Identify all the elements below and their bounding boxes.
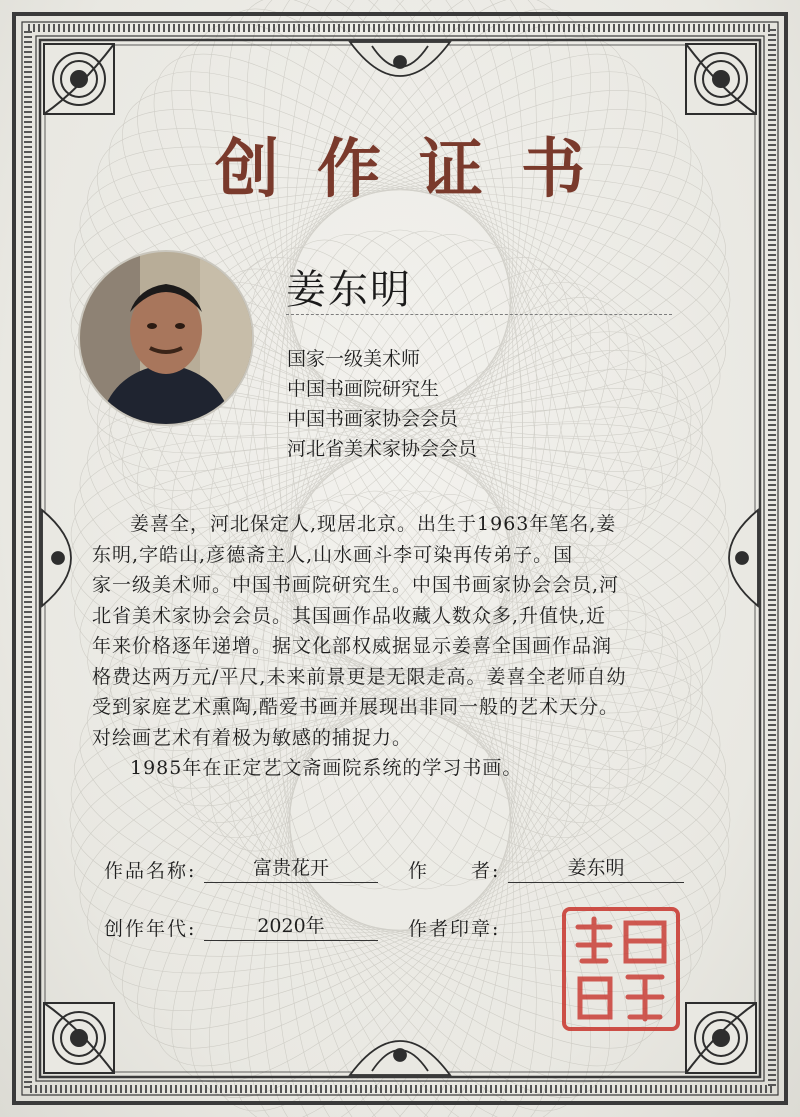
artist-name: 姜东明 (286, 267, 412, 313)
edge-ornament-bottom (350, 1041, 450, 1075)
artist-title-item: 国家一级美术师 (287, 348, 421, 370)
author-label: 作 者: (408, 860, 501, 882)
artist-title-item: 中国书画家协会会员 (287, 408, 459, 430)
creation-year-label: 创作年代: (104, 918, 197, 940)
creation-year-value: 2020年 (204, 914, 378, 941)
corner-ornament-top-right (686, 44, 756, 114)
corner-ornament-top-left (44, 44, 114, 114)
work-name-value: 富贵花开 (204, 856, 378, 883)
corner-ornament-bottom-right (686, 1003, 756, 1073)
author-seal-stamp (560, 905, 682, 1033)
artist-titles-list (287, 344, 477, 464)
work-name-label: 作品名称: (104, 860, 197, 882)
bio-line: 年来价格逐年递增。据文化部权威据显示姜喜全国画作品润 (92, 635, 613, 657)
edge-ornament-top (350, 42, 450, 76)
artist-title-item: 中国书画院研究生 (287, 378, 440, 400)
author-seal-label: 作者印章: (408, 918, 501, 940)
edge-ornament-left (42, 510, 71, 606)
author-value: 姜东明 (508, 856, 684, 883)
bio-line: 北省美术家协会会员。其国画作品收藏人数众多,升值快,近 (92, 604, 607, 627)
bio-line: 对绘画艺术有着极为敏感的捕捉力。 (92, 726, 413, 749)
artist-biography (92, 509, 724, 784)
name-underline (286, 314, 672, 315)
edge-ornament-right (729, 510, 758, 606)
artist-title-item: 河北省美术家协会会员 (287, 438, 478, 460)
bio-line: 东明,字皓山,彦德斋主人,山水画斗李可染再传弟子。国 (92, 543, 574, 566)
bio-line: 格费达两万元/平尺,未来前景更是无限走高。姜喜全老师自幼 (92, 665, 627, 688)
bio-line: 姜喜全，河北保定人,现居北京。出生于1963年笔名,姜 (130, 513, 617, 535)
bio-line: 受到家庭艺术熏陶,酷爱书画并展现出非同一般的艺术天分。 (92, 696, 620, 718)
artist-portrait (78, 250, 254, 426)
bio-line: 1985年在正定艺文斋画院系统的学习书画。 (130, 757, 523, 779)
portrait-illustration (80, 252, 252, 424)
bio-line: 家一级美术师。中国书画院研究生。中国书画家协会会员,河 (92, 574, 620, 596)
corner-ornament-bottom-left (44, 1003, 114, 1073)
certificate-title: 创作证书 (215, 132, 623, 207)
